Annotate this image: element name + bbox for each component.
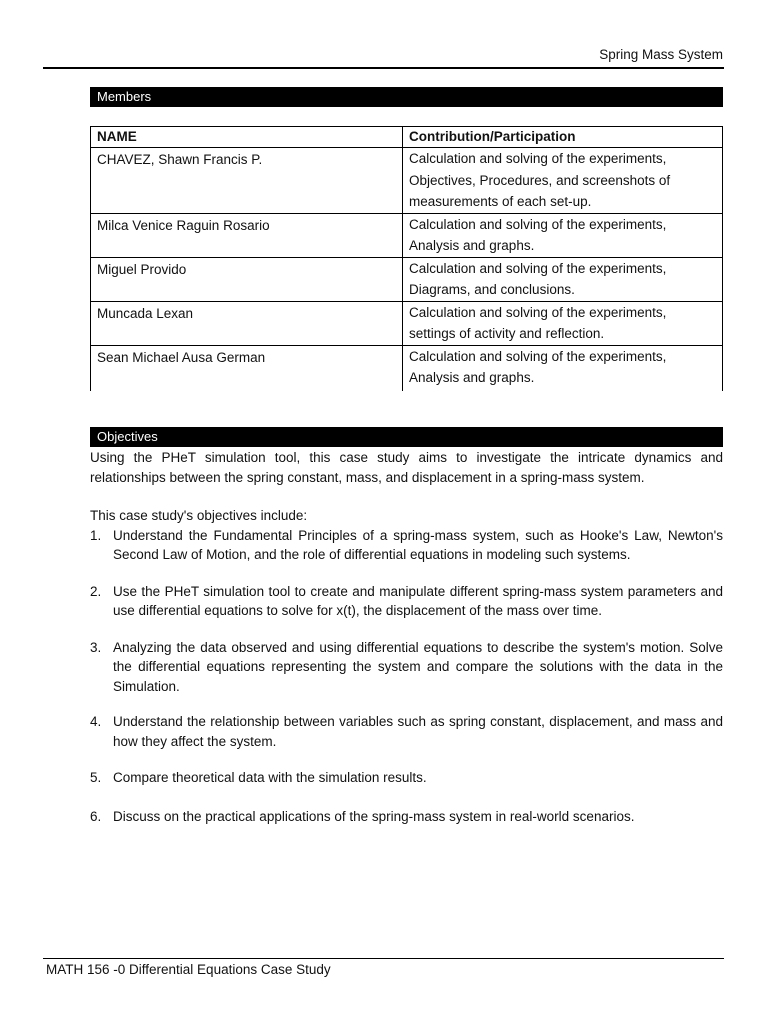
member-contribution: Calculation and solving of the experiments, Objectives, Procedures, and screenshots of measurements of each set-up. <box>403 148 723 214</box>
column-header-name: NAME <box>91 127 403 148</box>
table-row <box>91 148 723 214</box>
member-name: Muncada Lexan <box>91 301 403 345</box>
list-item <box>90 526 723 565</box>
list-item-text: Use the PHeT simulation tool to create and manipulate different spring-mass system parameters and use differential equations to solve for x(t), the displacement of the mass over time. <box>113 583 723 618</box>
list-item-text: Discuss on the practical applications of the spring-mass system in real-world scenarios. <box>113 808 635 824</box>
objectives-section <box>90 448 723 826</box>
objectives-section-heading: Objectives <box>90 427 723 447</box>
table-row <box>91 257 723 301</box>
member-name: Milca Venice Raguin Rosario <box>91 213 403 257</box>
list-item <box>90 807 723 827</box>
member-contribution: Calculation and solving of the experiments, Analysis and graphs. <box>403 213 723 257</box>
member-name: CHAVEZ, Shawn Francis P. <box>91 148 403 214</box>
list-item-text: Analyzing the data observed and using differential equations to describe the system's motion. Solve the differential equations representing the system and compare the solutions with the data in the Simulation. <box>113 639 723 694</box>
objectives-list <box>90 526 723 827</box>
table-row <box>91 301 723 345</box>
table-row <box>91 213 723 257</box>
list-item-text: Compare theoretical data with the simulation results. <box>113 770 427 785</box>
header-title: Spring Mass System <box>599 47 723 62</box>
members-section-heading: Members <box>90 87 723 107</box>
footer-text: MATH 156 -0 Differential Equations Case Study <box>46 962 331 977</box>
table-header-row <box>91 127 723 148</box>
list-item-text: Understand the Fundamental Principles of a spring-mass system, such as Hooke's Law, Newton's Second Law of Motion, and the role of differential equations in modeling such systems. <box>113 527 723 562</box>
list-item-number: 6. <box>90 808 102 824</box>
list-item-number: 2. <box>90 583 102 599</box>
list-item-number: 1. <box>90 527 102 543</box>
objectives-intro: Using the PHeT simulation tool, this case study aims to investigate the intricate dynamics and relationships between the spring constant, mass, and displacement in a spring-mass system. <box>90 450 723 485</box>
objectives-lead: This case study's objectives include: <box>90 508 308 523</box>
member-contribution: Calculation and solving of the experiments, Analysis and graphs. <box>403 345 723 391</box>
list-item-number: 4. <box>90 714 102 729</box>
list-item-text: Understand the relationship between variables such as spring constant, displacement, and mass and how they affect the system. <box>113 714 723 749</box>
member-name: Sean Michael Ausa German <box>91 345 403 391</box>
page-header <box>43 45 724 69</box>
list-item-number: 3. <box>90 639 102 655</box>
member-contribution: Calculation and solving of the experiments, settings of activity and reflection. <box>403 301 723 345</box>
members-table <box>90 126 723 391</box>
list-item <box>90 638 723 697</box>
list-item <box>90 582 723 621</box>
table-row <box>91 345 723 391</box>
column-header-contribution: Contribution/Participation <box>403 127 723 148</box>
list-item <box>90 768 723 788</box>
list-item-number: 5. <box>90 770 102 785</box>
list-item <box>90 712 723 751</box>
member-contribution: Calculation and solving of the experiments, Diagrams, and conclusions. <box>403 257 723 301</box>
page-footer <box>43 958 724 977</box>
member-name: Miguel Provido <box>91 257 403 301</box>
